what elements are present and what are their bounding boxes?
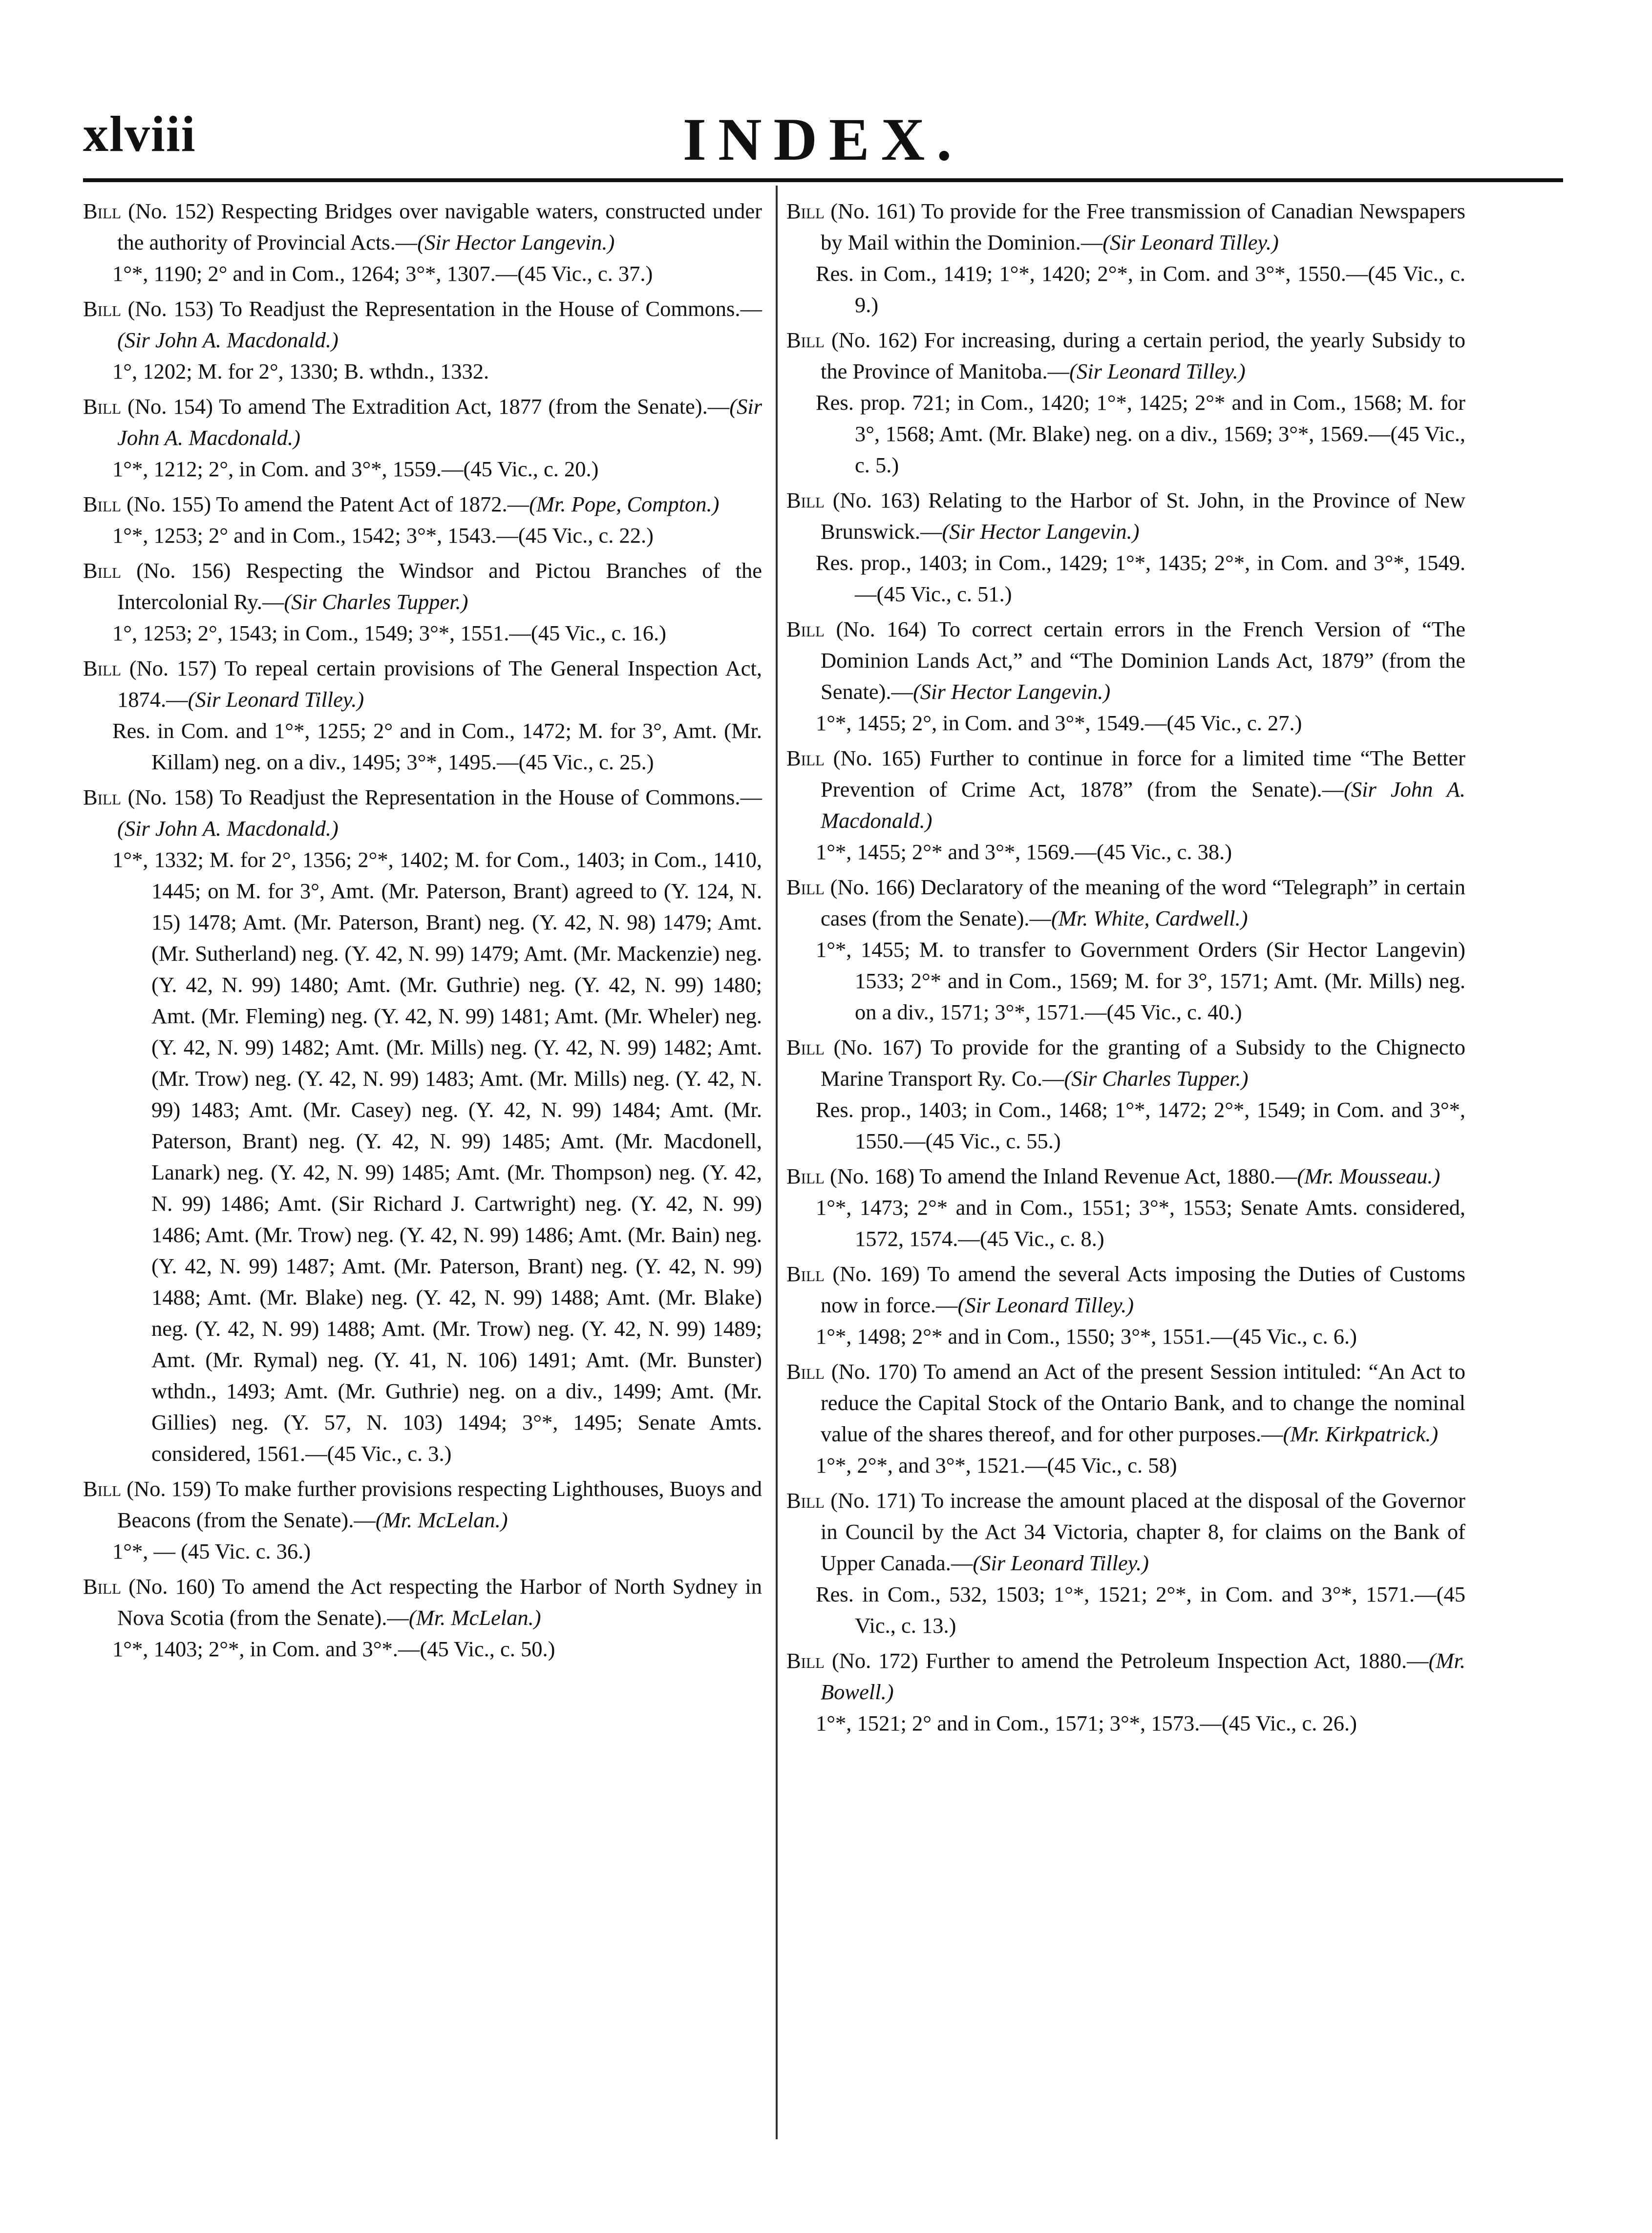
index-entry [83, 1473, 762, 1567]
bill-proceedings: 1°*, — (45 Vic. c. 36.) [112, 1539, 311, 1563]
bill-description: (No. 158) To Readjust the Representation in the House of Commons.— [127, 785, 762, 809]
bill-description: (No. 164) To correct certain errors in the French Version of “The Dominion Lands Act,” and “The Dominion Lands Act, 1879” (from the Senate).— [821, 617, 1465, 704]
bill-description: (No. 162) For increasing, during a certain period, the yearly Subsidy to the Province of Manitoba.— [821, 328, 1466, 383]
bill-label: Bill [786, 1164, 825, 1188]
bill-description: (No. 156) Respecting the Windsor and Pictou Branches of the Intercolonial Ry.— [117, 558, 762, 614]
bill-proceedings: Res. in Com. and 1°*, 1255; 2° and in Com., 1472; M. for 3°, Amt. (Mr. Killam) neg. on a div., 1495; 3°*, 1495.—(45 Vic., c. 25.) [112, 718, 762, 774]
bill-description: (No. 161) To provide for the Free transmission of Canadian Newspapers by Mail within the Dominion.— [821, 199, 1465, 254]
bill-sponsor: (Sir Leonard Tilley.) [1069, 359, 1246, 383]
entry-title [83, 195, 762, 258]
index-entry [83, 1571, 762, 1664]
bill-description: (No. 171) To increase the amount placed at the disposal of the Governor in Council by the Act 34 Victoria, chapter 8, for claims on the Bank of Upper Canada.— [821, 1488, 1465, 1575]
bill-label: Bill [786, 1262, 825, 1286]
bill-description: (No. 157) To repeal certain provisions of The General Inspection Act, 1874.— [117, 656, 762, 712]
index-entry [786, 613, 1465, 738]
bill-description: (No. 160) To amend the Act respecting the Harbor of North Sydney in Nova Scotia (from the Senate).— [117, 1574, 762, 1630]
page-header [83, 105, 1563, 178]
bill-proceedings: 1°*, 1403; 2°*, in Com. and 3°*.—(45 Vic., c. 50.) [112, 1637, 555, 1661]
index-entry [83, 293, 762, 387]
bill-proceedings: 1°*, 1455; M. to transfer to Government Orders (Sir Hector Langevin) 1533; 2°* and in Com., 1569; M. for 3°, 1571; Amt. (Mr. Mills) neg. on a div., 1571; 3°*, 1571.—(45 Vic., c. 40.) [816, 937, 1465, 1024]
bill-proceedings: 1°*, 2°*, and 3°*, 1521.—(45 Vic., c. 58) [816, 1453, 1177, 1477]
entry-title [786, 1356, 1465, 1450]
bill-sponsor: (Mr. McLelan.) [375, 1508, 508, 1532]
bill-sponsor: (Sir Leonard Tilley.) [188, 687, 364, 712]
bill-label: Bill [786, 617, 825, 641]
entry-title [83, 1473, 762, 1536]
entry-title [786, 1032, 1465, 1094]
entry-title [83, 293, 762, 356]
index-entry [786, 871, 1465, 1028]
bill-sponsor: (Mr. McLelan.) [408, 1605, 541, 1630]
bill-sponsor: (Sir John A. Macdonald.) [821, 777, 1465, 833]
entry-title [83, 781, 762, 844]
header-rule [83, 178, 1563, 182]
bill-sponsor: (Sir Hector Langevin.) [913, 679, 1111, 704]
bill-label: Bill [83, 296, 121, 321]
bill-description: (No. 170) To amend an Act of the present Session intituled: “An Act to reduce the Capital Stock of the Ontario Bank, and to change the nominal value of the shares thereof, and for other purposes.— [821, 1359, 1465, 1446]
bill-label: Bill [786, 328, 825, 352]
bill-sponsor: (Sir John A. Macdonald.) [117, 328, 339, 352]
bill-label: Bill [786, 199, 825, 223]
bill-sponsor: (Sir Leonard Tilley.) [973, 1551, 1149, 1575]
index-entry [786, 195, 1465, 320]
entry-title [83, 1571, 762, 1633]
bill-label: Bill [83, 492, 121, 516]
bill-description: (No. 165) Further to continue in force for a limited time “The Better Prevention of Crime Act, 1878” (from the Senate).— [821, 746, 1465, 801]
bill-sponsor: (Sir Charles Tupper.) [284, 590, 468, 614]
left-column [83, 195, 762, 1668]
bill-label: Bill [786, 1035, 825, 1059]
bill-description: (No. 172) Further to amend the Petroleum Inspection Act, 1880.— [831, 1648, 1429, 1673]
index-entry [83, 781, 762, 1469]
bill-label: Bill [83, 785, 121, 809]
index-entry [786, 1356, 1465, 1481]
page-title: INDEX. [682, 106, 964, 173]
index-entry [83, 488, 762, 551]
bill-label: Bill [786, 746, 825, 770]
bill-proceedings: 1°, 1202; M. for 2°, 1330; B. wthdn., 1332. [112, 359, 489, 383]
entry-title [786, 871, 1465, 934]
entry-title [83, 488, 762, 520]
bill-label: Bill [83, 656, 121, 680]
bill-proceedings: Res. prop. 721; in Com., 1420; 1°*, 1425; 2°* and in Com., 1568; M. for 3°, 1568; Amt. (Mr. Blake) neg. on a div., 1569; 3°*, 1569.—(45 Vic., c. 5.) [816, 390, 1465, 477]
bill-proceedings: 1°*, 1498; 2°* and in Com., 1550; 3°*, 1551.—(45 Vic., c. 6.) [816, 1324, 1357, 1348]
bill-sponsor: (Sir John A. Macdonald.) [117, 816, 339, 841]
index-entry [786, 1032, 1465, 1157]
bill-description: (No. 154) To amend The Extradition Act, 1877 (from the Senate).— [127, 394, 730, 419]
bill-proceedings: 1°*, 1190; 2° and in Com., 1264; 3°*, 1307.—(45 Vic., c. 37.) [112, 261, 653, 286]
entry-title [786, 324, 1465, 387]
entry-title [83, 653, 762, 715]
bill-label: Bill [83, 394, 121, 419]
bill-description: (No. 155) To amend the Patent Act of 1872.— [127, 492, 529, 516]
index-entry [83, 555, 762, 649]
bill-proceedings: 1°, 1253; 2°, 1543; in Com., 1549; 3°*, 1551.—(45 Vic., c. 16.) [112, 621, 666, 645]
column-divider [776, 186, 778, 2139]
index-entry [786, 1160, 1465, 1254]
bill-description: (No. 168) To amend the Inland Revenue Act, 1880.— [830, 1164, 1297, 1188]
bill-sponsor: (Sir Hector Langevin.) [942, 519, 1140, 544]
index-entry [786, 742, 1465, 867]
bill-label: Bill [786, 875, 825, 899]
bill-sponsor: (Mr. Mousseau.) [1297, 1164, 1440, 1188]
bill-sponsor: (Sir Leonard Tilley.) [1102, 230, 1279, 254]
entry-title [83, 391, 762, 453]
bill-sponsor: (Sir Leonard Tilley.) [957, 1293, 1134, 1317]
bill-label: Bill [786, 1648, 825, 1673]
bill-sponsor: (Sir John A. Macdonald.) [117, 394, 762, 450]
index-entry [786, 1645, 1465, 1739]
entry-title [786, 742, 1465, 836]
bill-sponsor: (Sir Hector Langevin.) [417, 230, 615, 254]
bill-description: (No. 153) To Readjust the Representation in the House of Commons.— [127, 296, 762, 321]
entry-title [786, 1485, 1465, 1579]
bill-sponsor: (Mr. Kirkpatrick.) [1283, 1422, 1439, 1446]
bill-sponsor: (Mr. Pope, Compton.) [529, 492, 720, 516]
entry-title [83, 555, 762, 617]
bill-description: (No. 159) To make further provisions respecting Lighthouses, Buoys and Beacons (from the Senate).— [117, 1476, 762, 1532]
bill-label: Bill [83, 558, 121, 583]
right-column [786, 195, 1465, 1743]
index-entry [786, 485, 1465, 610]
bill-label: Bill [786, 1488, 825, 1513]
bill-label: Bill [83, 1476, 121, 1501]
bill-proceedings: 1°*, 1521; 2° and in Com., 1571; 3°*, 1573.—(45 Vic., c. 26.) [816, 1711, 1357, 1735]
entry-title [786, 613, 1465, 707]
bill-description: (No. 169) To amend the several Acts imposing the Duties of Customs now in force.— [821, 1262, 1466, 1317]
bill-description: (No. 167) To provide for the granting of a Subsidy to the Chignecto Marine Transport Ry. Co.— [821, 1035, 1466, 1091]
bill-proceedings: 1°*, 1455; 2°* and 3°*, 1569.—(45 Vic., c. 38.) [816, 840, 1232, 864]
bill-sponsor: (Sir Charles Tupper.) [1064, 1066, 1249, 1091]
entry-title [786, 1645, 1465, 1707]
page-number: xlviii [83, 106, 196, 162]
bill-description: (No. 163) Relating to the Harbor of St. John, in the Province of New Brunswick.— [821, 488, 1466, 544]
bill-proceedings: Res. in Com., 532, 1503; 1°*, 1521; 2°*, in Com. and 3°*, 1571.—(45 Vic., c. 13.) [816, 1582, 1465, 1638]
bill-label: Bill [83, 1574, 121, 1599]
bill-proceedings: Res. prop., 1403; in Com., 1468; 1°*, 1472; 2°*, 1549; in Com. and 3°*, 1550.—(45 Vic., c. 55.) [816, 1097, 1465, 1153]
index-entry [83, 195, 762, 289]
bill-label: Bill [786, 1359, 825, 1384]
bill-proceedings: 1°*, 1455; 2°, in Com. and 3°*, 1549.—(45 Vic., c. 27.) [816, 711, 1302, 735]
bill-proceedings: 1°*, 1253; 2° and in Com., 1542; 3°*, 1543.—(45 Vic., c. 22.) [112, 523, 654, 548]
entry-title [786, 195, 1465, 258]
index-entry [83, 391, 762, 485]
bill-description: (No. 166) Declaratory of the meaning of the word “Telegraph” in certain cases (from the Senate).— [821, 875, 1465, 930]
index-entry [786, 1258, 1465, 1352]
bill-proceedings: Res. prop., 1403; in Com., 1429; 1°*, 1435; 2°*, in Com. and 3°*, 1549.—(45 Vic., c. 51.) [816, 550, 1465, 606]
entry-title [786, 485, 1465, 547]
bill-proceedings: 1°*, 1473; 2°* and in Com., 1551; 3°*, 1553; Senate Amts. considered, 1572, 1574.—(45 Vic., c. 8.) [816, 1195, 1465, 1251]
entry-title [786, 1258, 1465, 1321]
index-entry [83, 653, 762, 778]
bill-proceedings: 1°*, 1212; 2°, in Com. and 3°*, 1559.—(45 Vic., c. 20.) [112, 457, 599, 481]
index-entry [786, 1485, 1465, 1641]
bill-proceedings: Res. in Com., 1419; 1°*, 1420; 2°*, in Com. and 3°*, 1550.—(45 Vic., c. 9.) [816, 261, 1465, 317]
entry-title [786, 1160, 1465, 1192]
bill-label: Bill [83, 199, 121, 223]
bill-sponsor: (Mr. Bowell.) [821, 1648, 1465, 1704]
bill-label: Bill [786, 488, 825, 512]
bill-proceedings: 1°*, 1332; M. for 2°, 1356; 2°*, 1402; M. for Com., 1403; in Com., 1410, 1445; on M. for 3°, Amt. (Mr. Paterson, Brant) agreed to (Y. 124, N. 15) 1478; Amt. (Mr. Paterson, Brant) neg. (Y. 42, N. 98) 1479; Amt. (Mr. Sutherland) neg. (Y. 42, N. 99) 1479; Amt. (Mr. Mackenzie) neg. (Y. 42, N. 99) 1480; Amt. (Mr. Guthrie) neg. (Y. 42, N. 99) 1480; Amt. (Mr. Fleming) neg. (Y. 42, N. 99) 1481; Amt. (Mr. Wheler) neg. (Y. 42, N. 99) 1482; Amt. (Mr. Mills) neg. (Y. 42, N. 99) 1482; Amt. (Mr. Trow) neg. (Y. 42, N. 99) 1483; Amt. (Mr. Mills) neg. (Y. 42, N. 99) 1483; Amt. (Mr. Casey) neg. (Y. 42, N. 99) 1484; Amt. (Mr. Paterson, Brant) neg. (Y. 42, N. 99) 1485; Amt. (Mr. Macdonell, Lanark) neg. (Y. 42, N. 99) 1485; Amt. (Mr. Thompson) neg. (Y. 42, N. 99) 1486; Amt. (Sir Richard J. Cartwright) neg. (Y. 42, N. 99) 1486; Amt. (Mr. Trow) neg. (Y. 42, N. 99) 1486; Amt. (Mr. Bain) neg. (Y. 42, N. 99) 1487; Amt. (Mr. Paterson, Brant) neg. (Y. 42, N. 99) 1488; Amt. (Mr. Blake) neg. (Y. 42, N. 99) 1488; Amt. (Mr. Blake) neg. (Y. 42, N. 99) 1488; Amt. (Mr. Trow) neg. (Y. 42, N. 99) 1489; Amt. (Mr. Rymal) neg. (Y. 41, N. 106) 1491; Amt. (Mr. Bunster) wthdn., 1493; Amt. (Mr. Guthrie) neg. on a div., 1499; Amt. (Mr. Gillies) neg. (Y. 57, N. 103) 1494; 3°*, 1495; Senate Amts. considered, 1561.—(45 Vic., c. 3.) [112, 847, 762, 1466]
bill-description: (No. 152) Respecting Bridges over navigable waters, constructed under the authority of Provincial Acts.— [117, 199, 762, 254]
bill-sponsor: (Mr. White, Cardwell.) [1051, 906, 1248, 930]
index-entry [786, 324, 1465, 481]
